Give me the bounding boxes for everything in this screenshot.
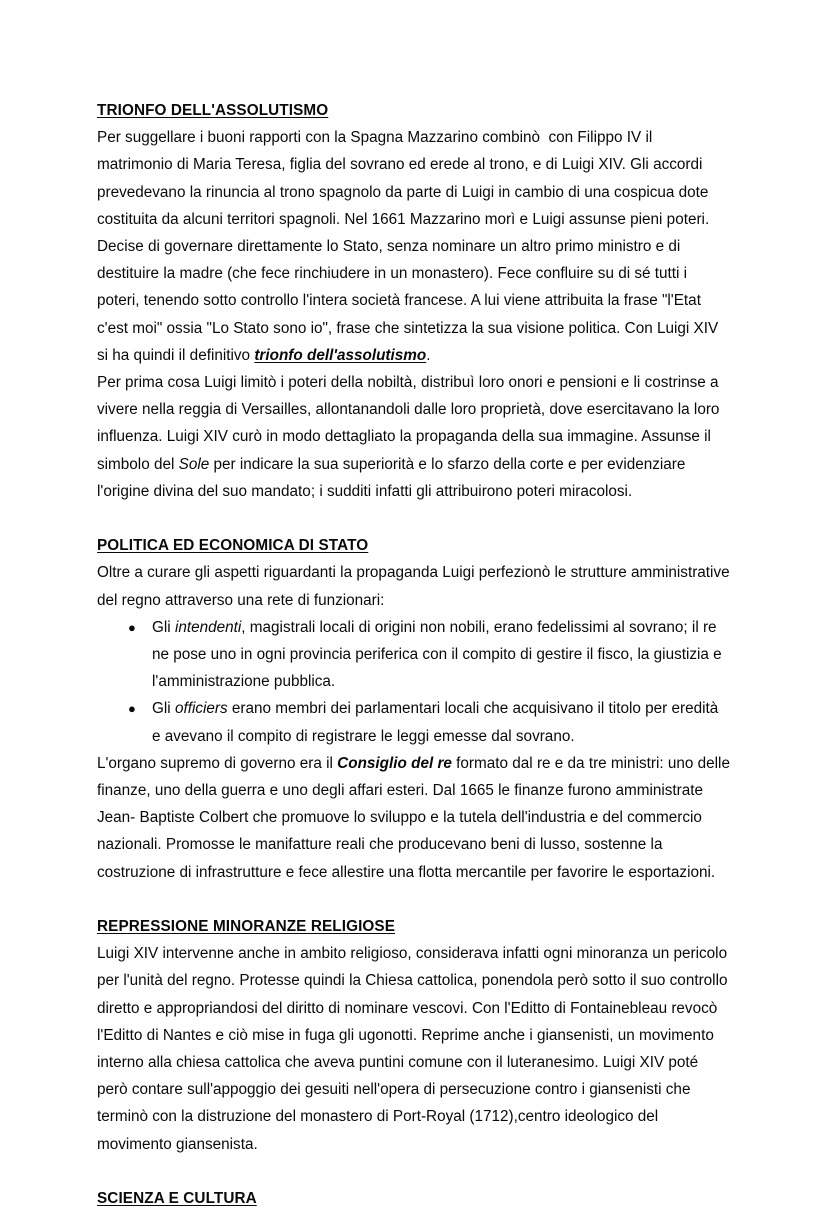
section-spacer <box>97 505 730 532</box>
list-item <box>97 695 730 749</box>
document-body <box>97 97 735 1212</box>
bullet-icon: ● <box>128 619 136 635</box>
list-item-text-tail: , magistrali locali di origini non nobili, erano fedelissimi al sovrano; il re ne pose uno in ogni provincia periferica con il compito di gestire il fisco, la giustizia e l'amministrazione pubblica. <box>152 618 726 691</box>
paragraph-text: L'organo supremo di governo era il <box>97 754 338 772</box>
paragraph-text-tail: . <box>426 346 431 364</box>
paragraph-repressione: Luigi XIV intervenne anche in ambito religioso, considerava infatti ogni minoranza un pericolo per l'unità del regno. Protesse quindi la Chiesa cattolica, ponendola però sotto il suo controllo diretto e appropriandosi del diritto di nominare vescovi. Con l'Editto di Fontainebleau revocò l'Editto di Nantes e ciò mise in fuga gli ugonotti. Reprime anche i giansenisti, un movimento interno alla chiesa cattolica che aveva puntini comune con il luteranesimo. Luigi XIV poté però contare sull'appoggio dei gesuiti nell'opera di persecuzione contro i giansenisti che terminò con la distruzione del monastero di Port-Royal (1712),centro ideologico del movimento giansenista. <box>97 945 732 1153</box>
list-item <box>97 614 730 696</box>
paragraph-text: Per suggellare i buoni rapporti con la Spagna Mazzarino combinò con Filippo IV il matrimonio di Maria Teresa, figlia del sovrano ed erede al trono, e di Luigi XIV. Gli accordi prevedevano la rinuncia al trono spagnolo da parte di Luigi in cambio di una cospicua dote costituita da alcuni territori spagnoli. Nel 1661 Mazzarino morì e Luigi assunse pieni poteri. Decise di governare direttamente lo Stato, senza nominare un altro primo ministro e di destituire la madre (che fece rinchiudere in un monastero). Fece confluire su di sé tutti i poteri, tenendo sotto controllo l'intera società francese. A lui viene attribuita la frase "l'Etat c'est moi" ossia "Lo Stato sono io", frase che sintetizza la sua visione politica. Con Luigi XIV si ha quindi il definitivo <box>97 129 723 364</box>
funzionari-list <box>97 614 730 750</box>
list-item-text: Gli <box>152 700 175 718</box>
list-item-text-tail: erano membri dei parlamentari locali che acquisivano il titolo per eredità e avevano il compito di registrare le leggi emesse dal sovrano. <box>152 700 723 745</box>
bullet-icon: ● <box>128 701 136 717</box>
section-heading-trionfo-dellassolutismo: TRIONFO DELL'ASSOLUTISMO <box>97 102 329 119</box>
paragraph-trionfo-1 <box>97 124 730 369</box>
section-heading-repressione-minoranze-religiose: REPRESSIONE MINORANZE RELIGIOSE <box>97 918 396 936</box>
paragraph-text-tail: formato dal re e da tre ministri: uno delle finanze, uno della guerra e uno degli affari esteri. Dal 1665 le finanze furono amministrate Jean- Baptiste Colbert che promuove lo sviluppo e la tutela dell'industria e del commercio nazionali. Promosse le manifatture reali che producevano beni di lusso, sostenne la costruzione di infrastrutture e fece allestire una flotta mercantile per favorire le esportazioni. <box>97 754 735 881</box>
section-spacer <box>97 1158 730 1185</box>
emphasis-sole: Sole <box>178 455 210 473</box>
section-spacer <box>97 886 730 913</box>
paragraph-text: Per prima cosa Luigi limitò i poteri della nobiltà, distribuì loro onori e pensioni e li costrinse a vivere nella reggia di Versailles, allontanandoli dalle loro proprietà, dove esercitavano la loro influenza. Luigi XIV curò in modo dettagliato la propaganda della sua immagine. Assunse il simbolo del <box>97 374 724 473</box>
paragraph-consiglio-del-re <box>97 750 735 886</box>
paragraph-text-tail: per indicare la sua superiorità e lo sfarzo della corte e per evidenziare l'origine divina del suo mandato; i sudditi infatti gli attribuirono poteri miracolosi. <box>97 455 690 500</box>
emphasis-intendenti: intendenti <box>174 618 242 636</box>
emphasis-officiers: officiers <box>174 700 228 718</box>
section-heading-politica-ed-economica-di-stato: POLITICA ED ECONOMICA DI STATO <box>97 537 369 555</box>
paragraph-trionfo-2 <box>97 369 730 505</box>
list-item-text: Gli <box>152 618 175 636</box>
paragraph-politica-intro: Oltre a curare gli aspetti riguardanti la propaganda Luigi perfezionò le strutture amministrative del regno attraverso una rete di funzionari: <box>97 564 734 609</box>
section-heading-scienza-e-cultura: SCIENZA E CULTURA <box>97 1190 257 1208</box>
emphasis-consiglio-del-re: Consiglio del re <box>337 754 452 772</box>
emphasis-trionfo-dellassolutismo: trionfo dell'assolutismo <box>254 346 427 364</box>
